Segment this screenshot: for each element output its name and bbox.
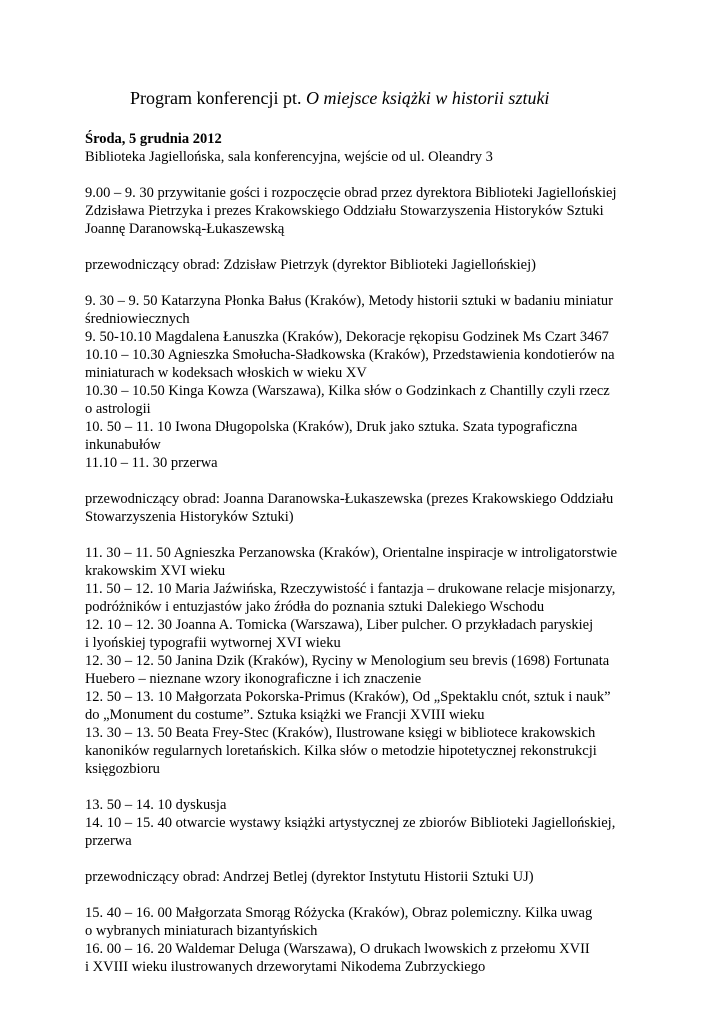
program-line: do „Monument du costume”. Sztuka książki we Francji XVIII wieku xyxy=(85,707,485,723)
program-block xyxy=(85,292,645,472)
program-block xyxy=(85,904,645,976)
program-line: 13. 50 – 14. 10 dyskusja xyxy=(85,797,227,813)
program-line: Huebero – nieznane wzory ikonograficzne i ich znaczenie xyxy=(85,671,422,687)
program-line: 9. 30 – 9. 50 Katarzyna Płonka Bałus (Kraków), Metody historii sztuki w badaniu miniatur xyxy=(85,293,613,309)
program-line: 12. 50 – 13. 10 Małgorzata Pokorska-Primus (Kraków), Od „Spektaklu cnót, sztuk i nauk” xyxy=(85,689,611,705)
program-line: kanoników regularnych loretańskich. Kilka słów o metodzie hipotetycznej rekonstrukcji xyxy=(85,743,597,759)
program-block xyxy=(85,184,645,238)
program-line: i lyońskiej typografii wytwornej XVI wieku xyxy=(85,635,341,651)
program-line: średniowiecznych xyxy=(85,311,190,327)
program-block xyxy=(85,256,645,274)
block-gap xyxy=(85,886,645,904)
program-line: 11.10 – 11. 30 przerwa xyxy=(85,455,218,471)
block-gap xyxy=(85,238,645,256)
program-line: 14. 10 – 15. 40 otwarcie wystawy książki artystycznej ze zbiorów Biblioteki Jagiellońskiej, xyxy=(85,815,616,831)
program-line: 13. 30 – 13. 50 Beata Frey-Stec (Kraków), Ilustrowane księgi w bibliotece krakowskich xyxy=(85,725,596,741)
program-line: przewodniczący obrad: Joanna Daranowska-Łukaszewska (prezes Krakowskiego Oddziału xyxy=(85,491,614,507)
program-line: o astrologii xyxy=(85,401,151,417)
program-line: inkunabułów xyxy=(85,437,161,453)
program-line: 10.30 – 10.50 Kinga Kowza (Warszawa), Kilka słów o Godzinkach z Chantilly czyli rzecz xyxy=(85,383,610,399)
block-gap xyxy=(85,526,645,544)
block-gap xyxy=(85,274,645,292)
program-line: 11. 50 – 12. 10 Maria Jaźwińska, Rzeczywistość i fantazja – drukowane relacje misjonarzy, xyxy=(85,581,616,597)
block-gap xyxy=(85,778,645,796)
program-block xyxy=(85,544,645,778)
program-blocks xyxy=(85,166,645,976)
title-italic: O miejsce książki w historii sztuki xyxy=(305,88,550,108)
program-line: podróżników i entuzjastów jako źródła do poznania sztuki Dalekiego Wschodu xyxy=(85,599,545,615)
program-line: 9.00 – 9. 30 przywitanie gości i rozpoczęcie obrad przez dyrektora Biblioteki Jagiellońskiej xyxy=(85,185,617,201)
block-gap xyxy=(85,166,645,184)
program-line: i XVIII wieku ilustrowanych drzeworytami Nikodema Zubrzyckiego xyxy=(85,959,486,975)
program-line: 10. 50 – 11. 10 Iwona Długopolska (Kraków), Druk jako sztuka. Szata typograficzna xyxy=(85,419,578,435)
program-line: 15. 40 – 16. 00 Małgorzata Smorąg Różycka (Kraków), Obraz polemiczny. Kilka uwag xyxy=(85,905,593,921)
page-title xyxy=(130,86,549,110)
program-line: 12. 30 – 12. 50 Janina Dzik (Kraków), Ryciny w Menologium seu brevis (1698) Fortunata xyxy=(85,653,610,669)
program-line: miniaturach w kodeksach włoskich w wieku XV xyxy=(85,365,367,381)
program-line: krakowskim XVI wieku xyxy=(85,563,226,579)
program-line: 12. 10 – 12. 30 Joanna A. Tomicka (Warszawa), Liber pulcher. O przykładach paryskiej xyxy=(85,617,594,633)
program-block xyxy=(85,796,645,850)
program-line: przerwa xyxy=(85,833,132,849)
block-gap xyxy=(85,850,645,868)
program-line: 9. 50-10.10 Magdalena Łanuszka (Kraków), Dekoracje rękopisu Godzinek Ms Czart 3467 xyxy=(85,329,609,345)
program-line: Joannę Daranowską-Łukaszewską xyxy=(85,221,285,237)
program-line: Zdzisława Pietrzyka i prezes Krakowskiego Oddziału Stowarzyszenia Historyków Sztuki xyxy=(85,203,604,219)
venue: Biblioteka Jagiellońska, sala konferencyjna, wejście od ul. Oleandry 3 xyxy=(85,149,493,165)
program-line: o wybranych miniaturach bizantyńskich xyxy=(85,923,318,939)
program-block xyxy=(85,868,645,886)
program-block xyxy=(85,490,645,526)
program-line: księgozbioru xyxy=(85,761,160,777)
program-line: przewodniczący obrad: Andrzej Betlej (dyrektor Instytutu Historii Sztuki UJ) xyxy=(85,869,534,885)
program-line: przewodniczący obrad: Zdzisław Pietrzyk (dyrektor Biblioteki Jagiellońskiej) xyxy=(85,257,536,273)
title-prefix: Program konferencji pt. xyxy=(130,88,306,108)
program-line: 16. 00 – 16. 20 Waldemar Deluga (Warszawa), O drukach lwowskich z przełomu XVII xyxy=(85,941,590,957)
day-heading: Środa, 5 grudnia 2012 xyxy=(85,131,222,147)
block-gap xyxy=(85,472,645,490)
program-line: 11. 30 – 11. 50 Agnieszka Perzanowska (Kraków), Orientalne inspiracje w introligatorstwie xyxy=(85,545,618,561)
program-content xyxy=(85,130,645,976)
program-line: Stowarzyszenia Historyków Sztuki) xyxy=(85,509,294,525)
program-line: 10.10 – 10.30 Agnieszka Smołucha-Sładkowska (Kraków), Przedstawienia kondotierów na xyxy=(85,347,615,363)
